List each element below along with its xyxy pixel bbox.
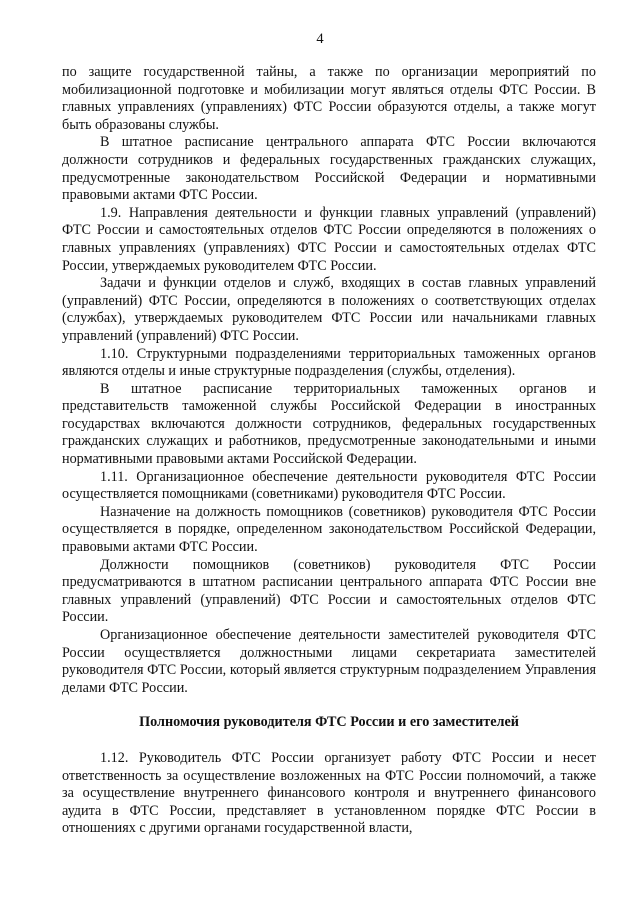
paragraph: В штатное расписание центрального аппарата ФТС России включаются должности сотрудников и федеральных государственных гражданских служащих, предусмотренные законодательством Российской Федерации и нормативными правовыми актами ФТС России. xyxy=(62,134,596,204)
document-body xyxy=(62,64,596,838)
paragraph: 1.11. Организационное обеспечение деятельности руководителя ФТС России осуществляется помощниками (советниками) руководителя ФТС России. xyxy=(62,468,596,503)
paragraph: 1.12. Руководитель ФТС России организует работу ФТС России и несет ответственность за осуществление возложенных на ФТС России полномочий, а также за осуществление внутреннего финансового контроля и внутреннего финансового аудита в ФТС России, представляет в установленном порядке ФТС России в отношениях с другими органами государственной власти, xyxy=(62,749,596,837)
paragraph: 1.10. Структурными подразделениями территориальных таможенных органов являются отделы и иные структурные подразделения (службы, отделения). xyxy=(62,345,596,380)
paragraph: Организационное обеспечение деятельности заместителей руководителя ФТС России осуществляется должностными лицами секретариата заместителей руководителя ФТС России, который является структурным подразделением Управления делами ФТС России. xyxy=(62,627,596,696)
section-heading: Полномочия руководителя ФТС России и его заместителей xyxy=(139,714,519,731)
page-number: 4 xyxy=(316,31,324,47)
paragraph: Назначение на должность помощников (советников) руководителя ФТС России осуществляется в порядке, определенном законодательством Российской Федерации, правовыми актами ФТС России. xyxy=(62,503,596,556)
paragraph: Задачи и функции отделов и служб, входящих в состав главных управлений (управлений) ФТС России, определяются в положениях о соответствующих отделах (службах), утверждаемых руководителем ФТС России или начальниками главных управлений (управлений) ФТС России. xyxy=(62,275,596,344)
paragraph: по защите государственной тайны, а также по организации мероприятий по мобилизационной подготовке и мобилизации могут являться отделы ФТС России. В главных управлениях (управлениях) ФТС России образуются отделы, а также могут быть образованы службы. xyxy=(62,64,596,133)
paragraph: 1.9. Направления деятельности и функции главных управлений (управлений) ФТС России и самостоятельных отделов ФТС России определяются в положениях о главных управлениях (управлениях) ФТС России и самостоятельных отделах ФТС России, утверждаемых руководителем ФТС России. xyxy=(62,204,596,274)
paragraph: В штатное расписание территориальных таможенных органов и представительств таможенной службы Российской Федерации в иностранных государствах включаются должности сотрудников, федеральных государственных гражданских служащих и работников, предусмотренные законодательными и иными нормативными правовыми актами Российской Федерации. xyxy=(62,380,596,468)
paragraph: Должности помощников (советников) руководителя ФТС России предусматриваются в штатном расписании центрального аппарата ФТС России вне главных управлений (управлений) ФТС России и самостоятельных отделов ФТС России. xyxy=(62,556,596,626)
